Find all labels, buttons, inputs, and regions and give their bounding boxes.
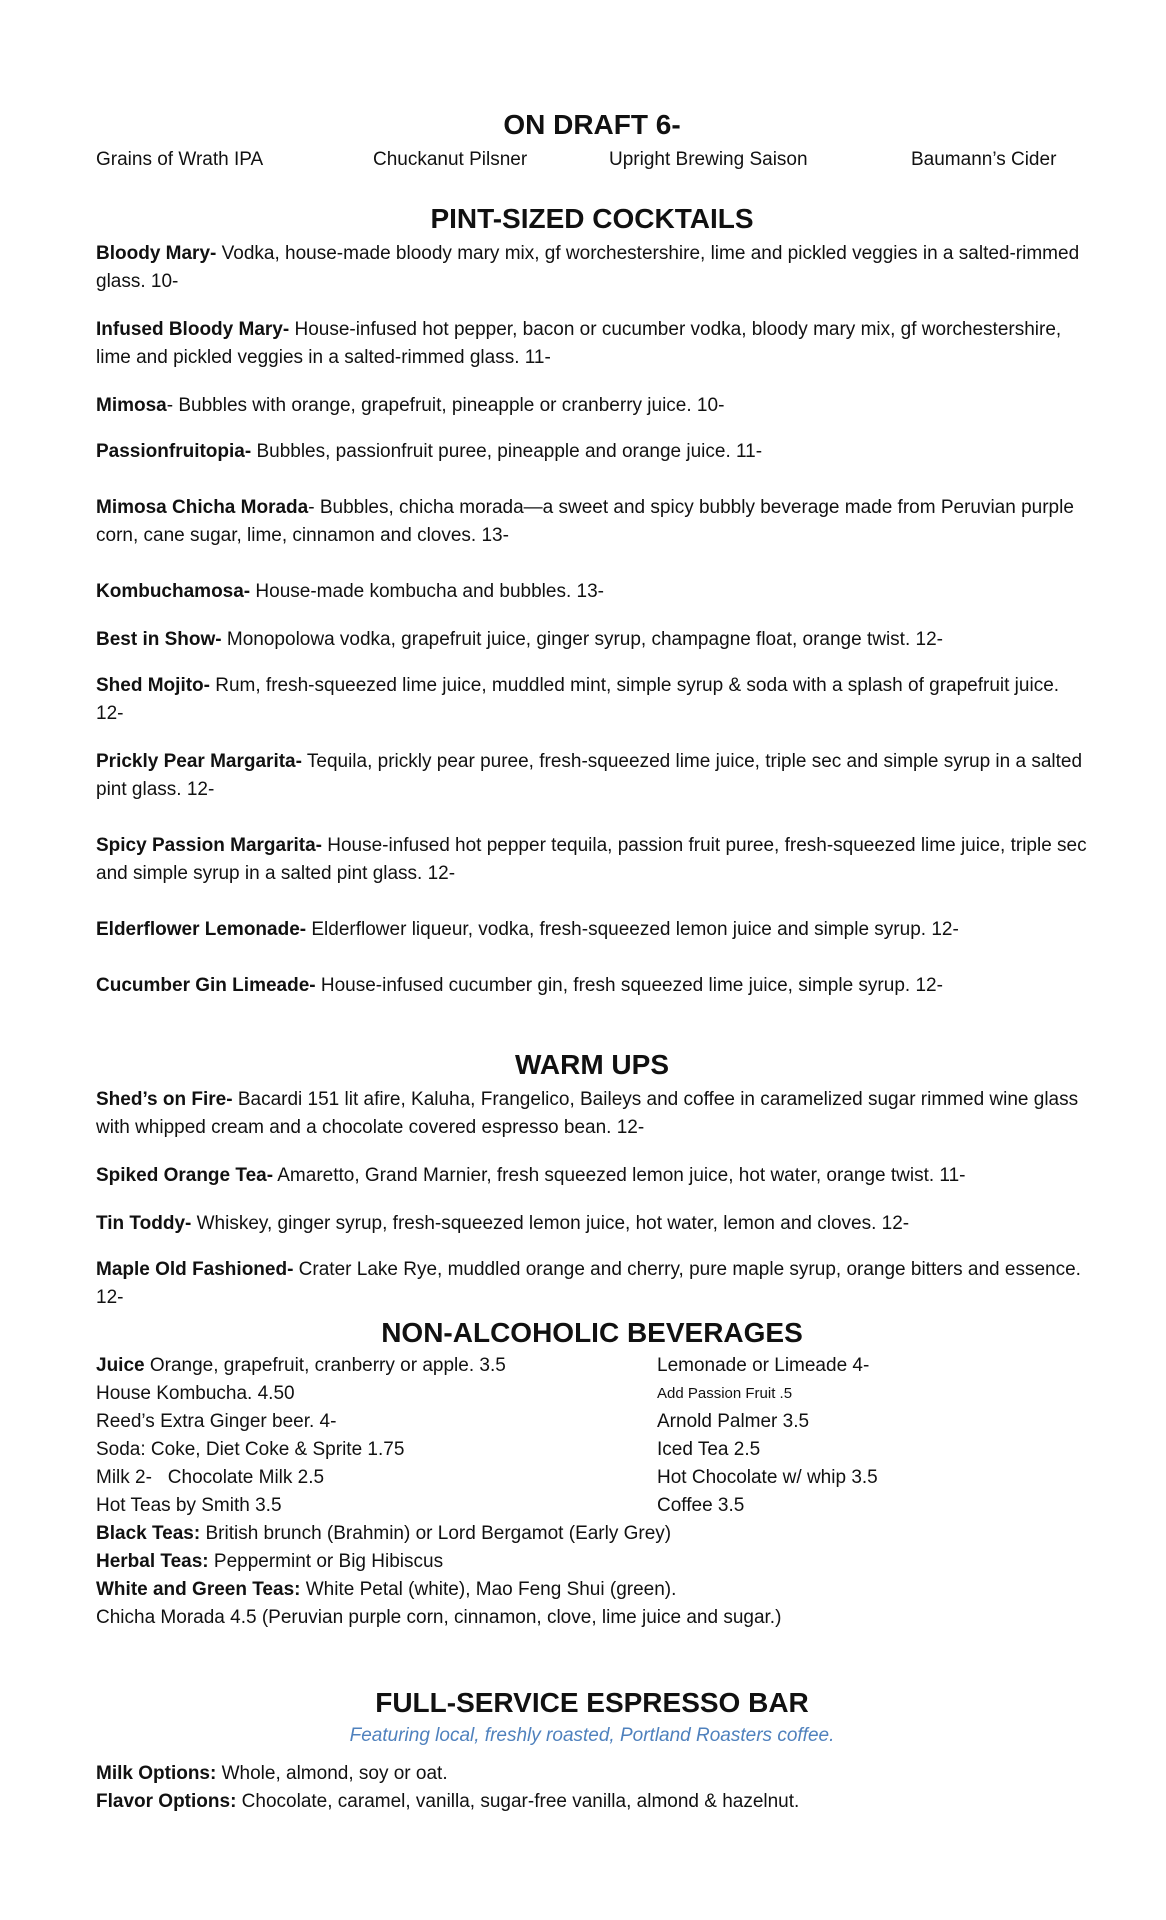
cocktail-item [96,626,1088,654]
draft-beer: Baumann’s Cider [911,149,1057,170]
cocktail-item [96,578,1088,606]
non-alcoholic-list [96,1352,1088,1520]
option-label: Flavor Options: [96,1791,237,1812]
item-desc: Vodka, house-made bloody mary mix, gf worchestershire, lime and pickled veggies in a salted-rimmed glass. 10- [96,243,1080,292]
beverage-item: Arnold Palmer 3.5 [657,1411,810,1432]
item-name: Infused Bloody Mary- [96,319,290,340]
item-desc: Tequila, prickly pear puree, fresh-squeezed lime juice, triple sec and simple syrup in a salted pint glass. 12- [96,751,1083,800]
item-desc: House-infused hot pepper, bacon or cucumber vodka, bloody mary mix, gf worchestershire, lime and pickled veggies in a salted-rimmed glass. 11- [96,319,1062,368]
cocktail-item [96,972,1088,1000]
beverage-addon: Add Passion Fruit .5 [657,1385,793,1402]
draft-beer: Upright Brewing Saison [609,149,808,170]
tea-line [96,1548,1088,1576]
tea-line [96,1576,1088,1604]
item-desc: House-infused cucumber gin, fresh squeezed lime juice, simple syrup. 12- [315,975,943,996]
beverage-item: Iced Tea 2.5 [657,1439,761,1460]
warm-up-item [96,1162,1088,1190]
item-name: Maple Old Fashioned- [96,1259,294,1280]
beverage-item: Lemonade or Limeade 4- [657,1355,870,1376]
item-name: Mimosa Chicha Morada [96,497,309,518]
cocktail-item [96,916,1088,944]
option-desc: Whole, almond, soy or oat. [216,1763,448,1784]
item-name: Kombuchamosa- [96,581,251,602]
item-desc: House-infused hot pepper tequila, passion fruit puree, fresh-squeezed lime juice, triple sec and simple syrup in a salted pint glass. 12- [96,835,1087,884]
warm-ups-title: WARM UPS [515,1049,669,1080]
item-desc: - Bubbles with orange, grapefruit, pineapple or cranberry juice. 10- [166,395,725,416]
beverage-item: Hot Chocolate w/ whip 3.5 [657,1467,878,1488]
tea-desc: Peppermint or Big Hibiscus [208,1551,444,1572]
beverage-item: Milk 2- Chocolate Milk 2.5 [96,1467,325,1488]
option-line [96,1760,1088,1788]
tea-label: White and Green Teas: [96,1579,301,1600]
item-name: Passionfruitopia- [96,441,252,462]
tea-label: Herbal Teas: [96,1551,209,1572]
tea-list [96,1520,1088,1632]
option-line [96,1788,1088,1816]
espresso-subtitle: Featuring local, freshly roasted, Portland Roasters coffee. [349,1725,835,1746]
chicha-line: Chicha Morada 4.5 (Peruvian purple corn, cinnamon, clove, lime juice and sugar.) [96,1607,782,1628]
cocktail-item [96,240,1088,296]
beverage-item: Reed’s Extra Ginger beer. 4- [96,1411,337,1432]
cocktail-item [96,748,1088,804]
espresso-title: FULL-SERVICE ESPRESSO BAR [375,1687,809,1718]
warm-up-item [96,1210,1088,1238]
draft-list [96,146,1088,174]
item-name: Spicy Passion Margarita- [96,835,322,856]
beverage-item: Hot Teas by Smith 3.5 [96,1495,282,1516]
juice-desc: Orange, grapefruit, cranberry or apple. 3.5 [144,1355,506,1376]
item-desc: House-made kombucha and bubbles. 13- [250,581,604,602]
juice-label: Juice [96,1355,145,1376]
item-desc: Elderflower liqueur, vodka, fresh-squeezed lemon juice and simple syrup. 12- [306,919,959,940]
item-name: Shed Mojito- [96,675,210,696]
tea-desc: White Petal (white), Mao Feng Shui (green). [300,1579,677,1600]
tea-desc: British brunch (Brahmin) or Lord Bergamot (Early Grey) [200,1523,672,1544]
cocktails-title: PINT-SIZED COCKTAILS [430,203,754,234]
beverage-item: Coffee 3.5 [657,1495,745,1516]
non-alcoholic-title: NON-ALCOHOLIC BEVERAGES [381,1317,803,1348]
draft-title: ON DRAFT 6- [503,109,681,140]
item-desc: Rum, fresh-squeezed lime juice, muddled mint, simple syrup & soda with a splash of grapefruit juice. 12- [96,675,1060,724]
item-name: Shed’s on Fire- [96,1089,233,1110]
item-name: Cucumber Gin Limeade- [96,975,316,996]
cocktail-item [96,672,1088,728]
cocktail-item [96,832,1088,888]
item-name: Bloody Mary- [96,243,217,264]
juice-line [96,1352,657,1380]
beverage-item: House Kombucha. 4.50 [96,1383,295,1404]
item-name: Best in Show- [96,629,222,650]
cocktail-item [96,494,1088,550]
item-desc: - Bubbles, chicha morada—a sweet and spicy bubbly beverage made from Peruvian purple corn, cane sugar, lime, cinnamon and cloves. 13- [96,497,1074,546]
item-name: Mimosa [96,395,167,416]
draft-beer: Grains of Wrath IPA [96,149,264,170]
item-desc: Crater Lake Rye, muddled orange and cherry, pure maple syrup, orange bitters and essence. 12- [96,1259,1081,1308]
cocktail-item [96,316,1088,372]
item-desc: Bubbles, passionfruit puree, pineapple and orange juice. 11- [251,441,763,462]
item-name: Tin Toddy- [96,1213,192,1234]
espresso-options [96,1760,1088,1816]
item-desc: Whiskey, ginger syrup, fresh-squeezed lemon juice, hot water, lemon and cloves. 12- [191,1213,910,1234]
item-name: Elderflower Lemonade- [96,919,307,940]
option-label: Milk Options: [96,1763,217,1784]
tea-label: Black Teas: [96,1523,201,1544]
cocktail-item [96,438,1088,466]
beverage-item: Soda: Coke, Diet Coke & Sprite 1.75 [96,1439,405,1460]
item-name: Spiked Orange Tea- [96,1165,274,1186]
item-desc: Monopolowa vodka, grapefruit juice, ginger syrup, champagne float, orange twist. 12- [221,629,943,650]
item-desc: Amaretto, Grand Marnier, fresh squeezed lemon juice, hot water, orange twist. 11- [273,1165,966,1186]
cocktail-item [96,392,1088,420]
draft-beer: Chuckanut Pilsner [373,149,528,170]
option-desc: Chocolate, caramel, vanilla, sugar-free vanilla, almond & hazelnut. [236,1791,800,1812]
tea-line [96,1520,1088,1548]
warm-up-item [96,1256,1088,1312]
warm-up-item [96,1086,1088,1142]
item-desc: Bacardi 151 lit afire, Kaluha, Frangelico, Baileys and coffee in caramelized sugar rimmed wine glass with whipped cream and a chocolate covered espresso bean. 12- [96,1089,1079,1138]
item-name: Prickly Pear Margarita- [96,751,302,772]
